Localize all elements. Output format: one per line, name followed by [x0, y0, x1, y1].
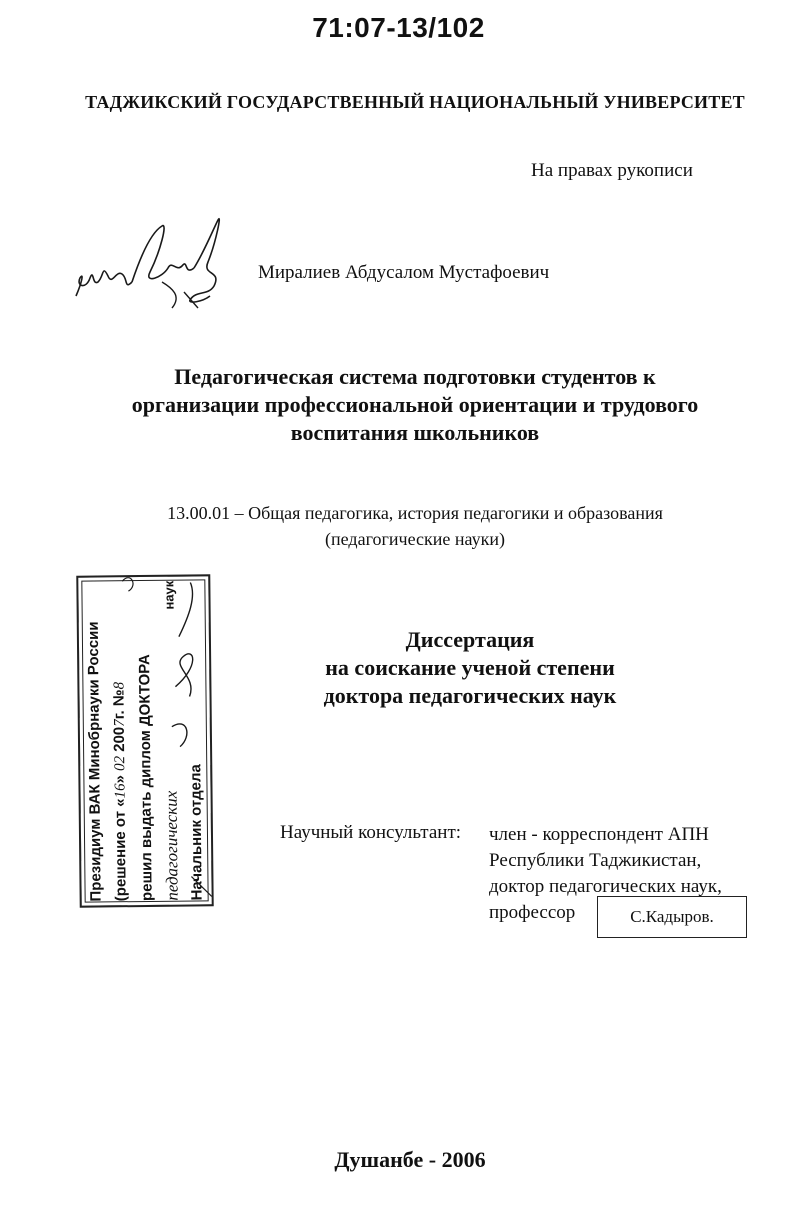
consultant-name: С.Кадыров.	[630, 907, 714, 926]
author-name: Миралиев Абдусалом Мустафоевич	[258, 262, 550, 283]
stamp-decision: (решение от «16» 02 2007г. №8	[110, 681, 130, 902]
title-line: организации профессиональной ориентации и трудового	[131, 392, 699, 417]
author-signature	[72, 212, 232, 322]
university-name: ТАДЖИКСКИЙ ГОСУДАРСТВЕННЫЙ НАЦИОНАЛЬНЫЙ УНИВЕРСИТЕТ	[85, 92, 745, 112]
consultant-line: член - корреспондент АПН	[489, 824, 709, 845]
degree-line: Диссертация	[405, 627, 535, 652]
specialty-field-line: (педагогические науки)	[325, 529, 505, 549]
degree-line: доктора педагогических наук	[323, 683, 617, 708]
stamp-field-handwritten: педагогических	[161, 790, 182, 901]
stamp-field-suffix: наук	[161, 580, 177, 610]
stamp-resolution: решил выдать диплом ДОКТОРА	[136, 654, 156, 902]
stamp-department-head: Начальник отдела	[187, 764, 206, 901]
consultant-label: Научный консультант:	[280, 822, 462, 843]
title-line: воспитания школьников	[290, 420, 540, 445]
document-code-number: 71:07-13/102	[312, 12, 485, 43]
city-year: Душанбе - 2006	[334, 1147, 486, 1172]
consultant-name-box	[597, 896, 747, 938]
dissertation-title	[100, 363, 730, 447]
dissertation-degree	[190, 626, 750, 710]
specialty	[100, 500, 730, 552]
vak-stamp	[76, 574, 213, 907]
title-line: Педагогическая система подготовки студентов к	[174, 364, 656, 389]
consultant-line: Республики Таджикистан,	[489, 850, 702, 871]
rights-note: На правах рукописи	[531, 160, 693, 181]
stamp-presidium: Президиум ВАК Минобрнауки России	[84, 621, 105, 902]
specialty-code-line: 13.00.01 – Общая педагогика, история педагогики и образования	[167, 503, 663, 523]
consultant-line: профессор	[489, 902, 576, 923]
consultant-line: доктор педагогических наук,	[489, 876, 722, 897]
degree-line: на соискание ученой степени	[325, 655, 615, 680]
